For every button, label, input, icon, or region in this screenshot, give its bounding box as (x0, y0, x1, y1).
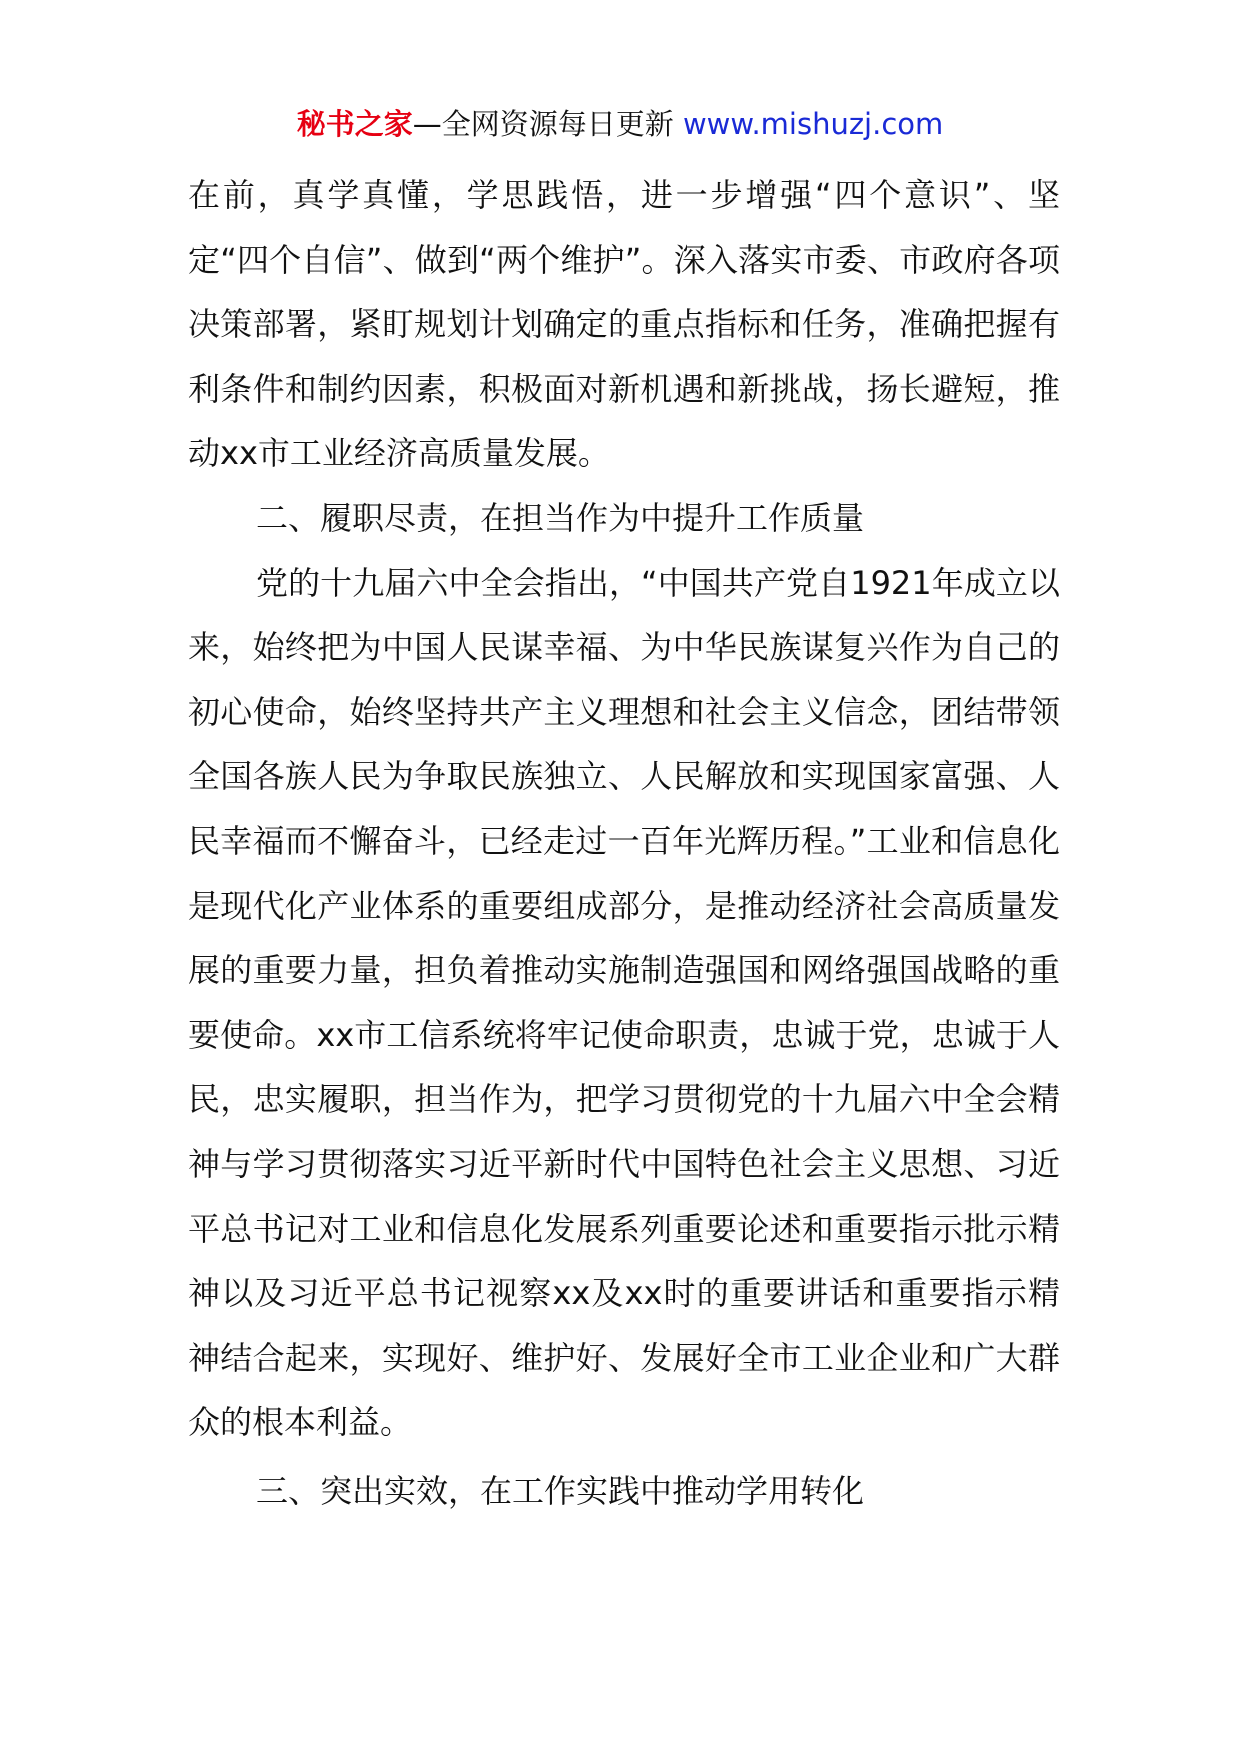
site-brand: 秘书之家 (296, 107, 413, 141)
site-url-link[interactable]: www.mishuzj.com (682, 107, 944, 141)
site-header (0, 104, 1240, 144)
section-heading-2: 二、履职尽责，在担当作为中提升工作质量 (256, 498, 865, 537)
paragraph-continuation: 在前，真学真懂，学思践悟，进一步增强“四个意识”、坚定“四个自信”、做到“两个维护”。深入落实市委、市政府各项决策部署，紧盯规划计划确定的重点指标和任务，准确把握有利条件和制约因素，积极面对新机遇和新挑战，扬长避短，推动xx市工业经济高质量发展。 (188, 176, 1060, 473)
section-heading-3: 三、突出实效，在工作实践中推动学用转化 (256, 1471, 865, 1510)
document-body (188, 163, 1060, 1523)
paragraph-section-2: 党的十九届六中全会指出，“中国共产党自1921年成立以来，始终把为中国人民谋幸福、为中华民族谋复兴作为自己的初心使命，始终坚持共产主义理想和社会主义信念，团结带领全国各族人民为争取民族独立、人民解放和实现国家富强、人民幸福而不懈奋斗，已经走过一百年光辉历程。”工业和信息化是现代化产业体系的重要组成部分，是推动经济社会高质量发展的重要力量，担负着推动实施制造强国和网络强国战略的重要使命。xx市工信系统将牢记使命职责，忠诚于党，忠诚于人民，忠实履职，担当作为，把学习贯彻党的十九届六中全会精神与学习贯彻落实习近平新时代中国特色社会主义思想、习近平总书记对工业和信息化发展系列重要论述和重要指示批示精神以及习近平总书记视察xx及xx时的重要讲话和重要指示精神结合起来，实现好、维护好、发展好全市工业企业和广大群众的根本利益。 (188, 563, 1060, 1442)
site-tagline: —全网资源每日更新 (412, 107, 674, 141)
